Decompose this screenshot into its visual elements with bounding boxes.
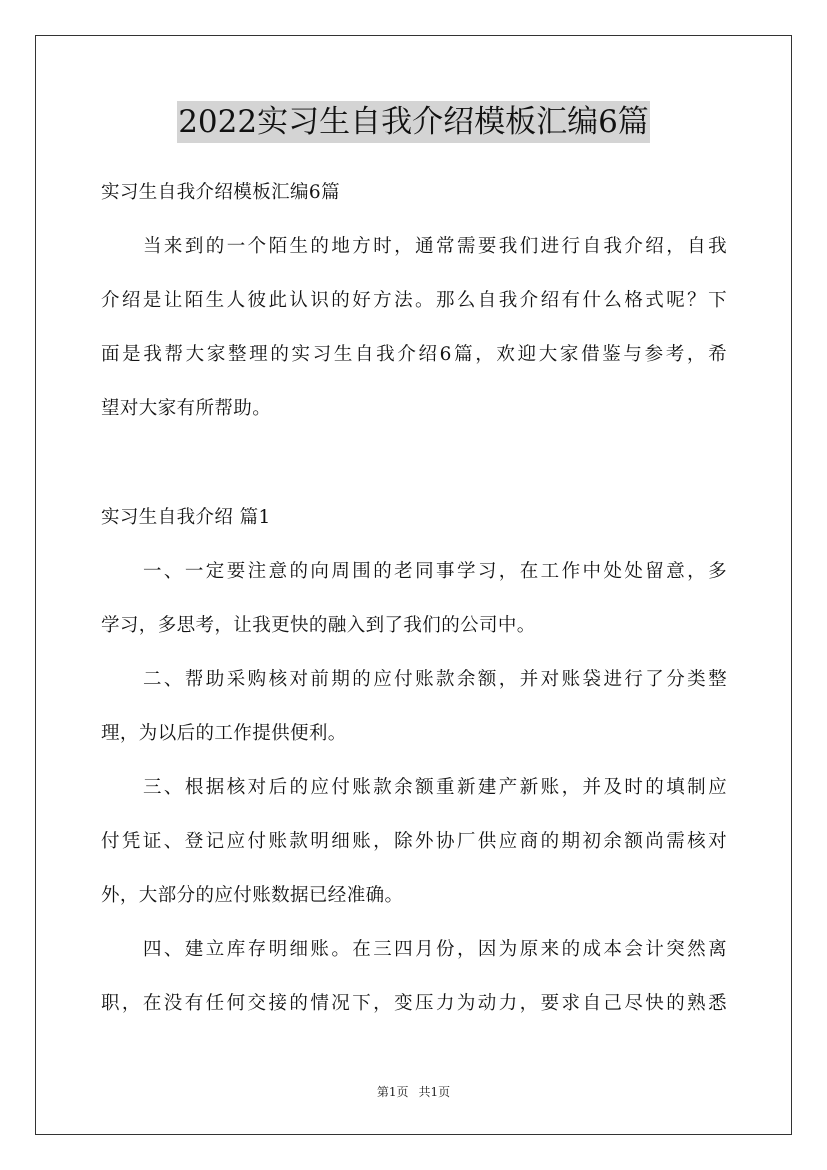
item3-line-2: 付凭证、登记应付账款明细账，除外协厂供应商的期初余额尚需核对: [101, 831, 727, 852]
document-body: [101, 176, 727, 1041]
title-container: [0, 101, 827, 143]
document-title: 2022实习生自我介绍模板汇编6篇: [177, 101, 650, 143]
item2-line-2: 理，为以后的工作提供便利。: [101, 723, 347, 744]
item2-line-1: 二、帮助采购核对前期的应付账款余额，并对账袋进行了分类整: [143, 669, 727, 690]
item1-line-1: 一、一定要注意的向周围的老同事学习，在工作中处处留意，多: [143, 561, 727, 582]
paragraph-gap: [101, 446, 727, 501]
page-footer: [0, 1083, 827, 1100]
intro-line-2: 介绍是让陌生人彼此认识的好方法。那么自我介绍有什么格式呢？下: [101, 290, 727, 311]
item4-line-2: 职，在没有任何交接的情况下，变压力为动力，要求自己尽快的熟悉: [101, 993, 727, 1014]
item3-line-3: 外，大部分的应付账数据已经准确。: [101, 885, 404, 906]
item1-line-2: 学习，多思考，让我更快的融入到了我们的公司中。: [101, 615, 536, 636]
page-number: 第1页: [376, 1085, 409, 1099]
item4-line-1: 四、建立库存明细账。在三四月份，因为原来的成本会计突然离: [143, 939, 727, 960]
section-heading: 实习生自我介绍 篇1: [101, 507, 271, 528]
item3-line-1: 三、根据核对后的应付账款余额重新建产新账，并及时的填制应: [143, 777, 727, 798]
intro-line-4: 望对大家有所帮助。: [101, 398, 272, 419]
subtitle-line: 实习生自我介绍模板汇编6篇: [101, 182, 340, 203]
intro-line-1: 当来到的一个陌生的地方时，通常需要我们进行自我介绍，自我: [143, 236, 727, 257]
page-total: 共1页: [418, 1085, 451, 1099]
intro-line-3: 面是我帮大家整理的实习生自我介绍6篇，欢迎大家借鉴与参考，希: [101, 344, 727, 365]
